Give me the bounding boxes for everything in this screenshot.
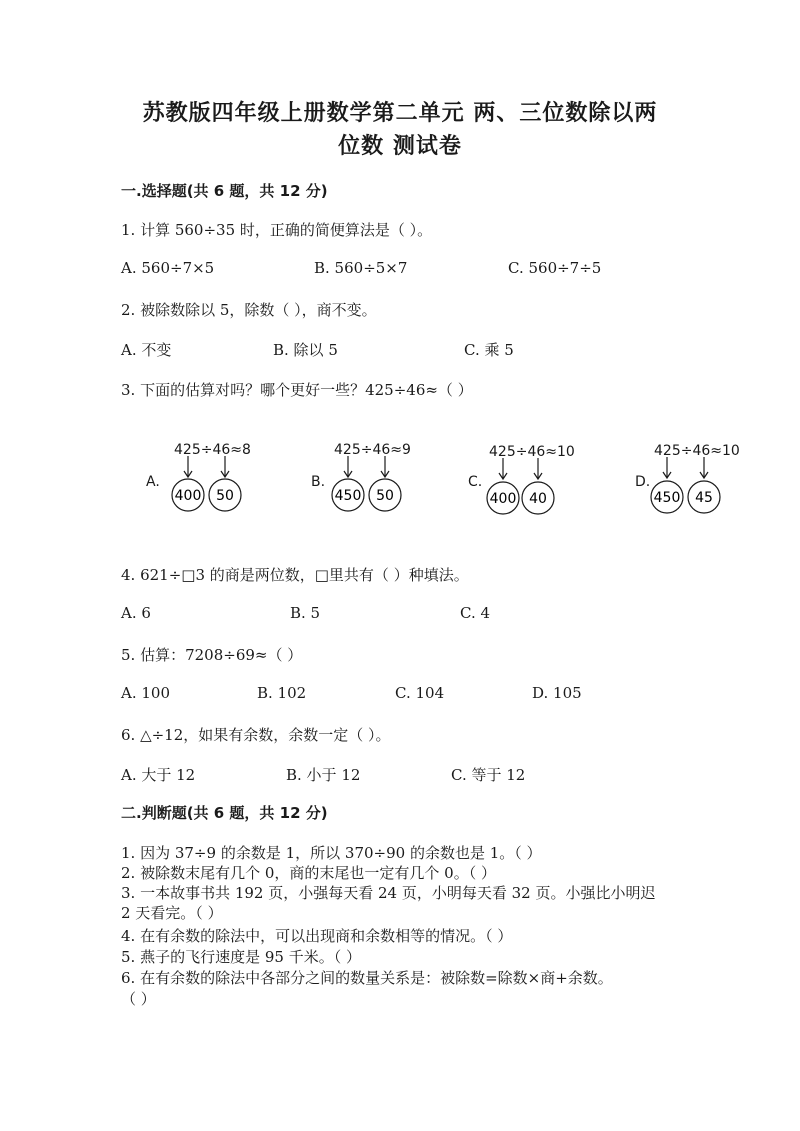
q3-figure-a (140, 440, 270, 520)
q5-option-c: C. 104 (395, 684, 445, 702)
tf-question-6: 6. 在有余数的除法中各部分之间的数量关系是：被除数=除数×商+余数。 (121, 969, 613, 987)
q3-c-left-number: 400 (489, 491, 517, 507)
q6-option-c: C. 等于 12 (451, 766, 526, 784)
question-2: 2. 被除数除以 5，除数（ ），商不变。 (121, 301, 377, 319)
q3-b-right-number: 50 (376, 488, 394, 504)
tf-question-2: 2. 被除数末尾有几个 0，商的末尾也一定有几个 0。（ ） (121, 864, 496, 882)
q3-c-letter: C. (468, 474, 483, 490)
q2-option-a: A. 不变 (121, 341, 172, 359)
q1-option-b: B. 560÷5×7 (314, 259, 408, 277)
page-title-line-1: 苏教版四年级上册数学第二单元 两、三位数除以两 (142, 101, 658, 126)
q3-figure-c (465, 440, 595, 520)
q3-d-right-number: 45 (695, 490, 713, 506)
section-heading-true-false: 二.判断题(共 6 题，共 12 分) (121, 804, 328, 822)
question-6: 6. △÷12，如果有余数，余数一定（ ）。 (121, 726, 391, 744)
q1-option-a: A. 560÷7×5 (121, 259, 215, 277)
q3-c-equation: 425÷46≈10 (489, 444, 575, 460)
q3-a-letter: A. (146, 474, 160, 490)
tf-question-3: 3. 一本故事书共 192 页，小强每天看 24 页，小明每天看 32 页。小强比小明迟 (121, 884, 656, 902)
q3-d-left-number: 450 (653, 490, 681, 506)
question-3: 3. 下面的估算对吗？哪个更好一些？425÷46≈（ ） (121, 381, 473, 399)
tf-question-4: 4. 在有余数的除法中，可以出现商和余数相等的情况。（ ） (121, 927, 513, 945)
tf-question-3-continued: 2 天看完。（ ） (121, 904, 223, 922)
q3-figure-b (305, 440, 435, 520)
q3-a-left-number: 400 (174, 488, 202, 504)
q3-figure-d (632, 440, 772, 520)
tf-question-5: 5. 燕子的飞行速度是 95 千米。（ ） (121, 948, 361, 966)
tf-question-1: 1. 因为 37÷9 的余数是 1，所以 370÷90 的余数也是 1。（ ） (121, 844, 542, 862)
q5-option-a: A. 100 (121, 684, 170, 702)
q1-option-c: C. 560÷7÷5 (508, 259, 602, 277)
q4-option-a: A. 6 (121, 604, 151, 622)
q5-option-b: B. 102 (257, 684, 307, 702)
q2-option-b: B. 除以 5 (273, 341, 338, 359)
q3-a-equation: 425÷46≈8 (174, 442, 251, 458)
question-1: 1. 计算 560÷35 时，正确的简便算法是（ ）。 (121, 221, 433, 239)
q3-d-letter: D. (635, 474, 651, 490)
question-4: 4. 621÷□3 的商是两位数，□里共有（ ）种填法。 (121, 566, 469, 584)
question-5: 5. 估算：7208÷69≈（ ） (121, 646, 303, 664)
q3-a-right-number: 50 (216, 488, 234, 504)
q4-option-b: B. 5 (290, 604, 321, 622)
q3-b-left-number: 450 (334, 488, 362, 504)
page-title-line-2: 位数 测试卷 (338, 134, 462, 159)
q6-option-a: A. 大于 12 (121, 766, 196, 784)
tf-question-6-continued: （ ） (121, 990, 156, 1008)
q3-c-right-number: 40 (529, 491, 547, 507)
q6-option-b: B. 小于 12 (286, 766, 361, 784)
q4-option-c: C. 4 (460, 604, 491, 622)
q2-option-c: C. 乘 5 (464, 341, 514, 359)
q3-b-letter: B. (311, 474, 326, 490)
q5-option-d: D. 105 (532, 684, 582, 702)
q3-b-equation: 425÷46≈9 (334, 442, 411, 458)
section-heading-choice: 一.选择题(共 6 题，共 12 分) (121, 182, 328, 200)
q3-d-equation: 425÷46≈10 (654, 443, 740, 459)
